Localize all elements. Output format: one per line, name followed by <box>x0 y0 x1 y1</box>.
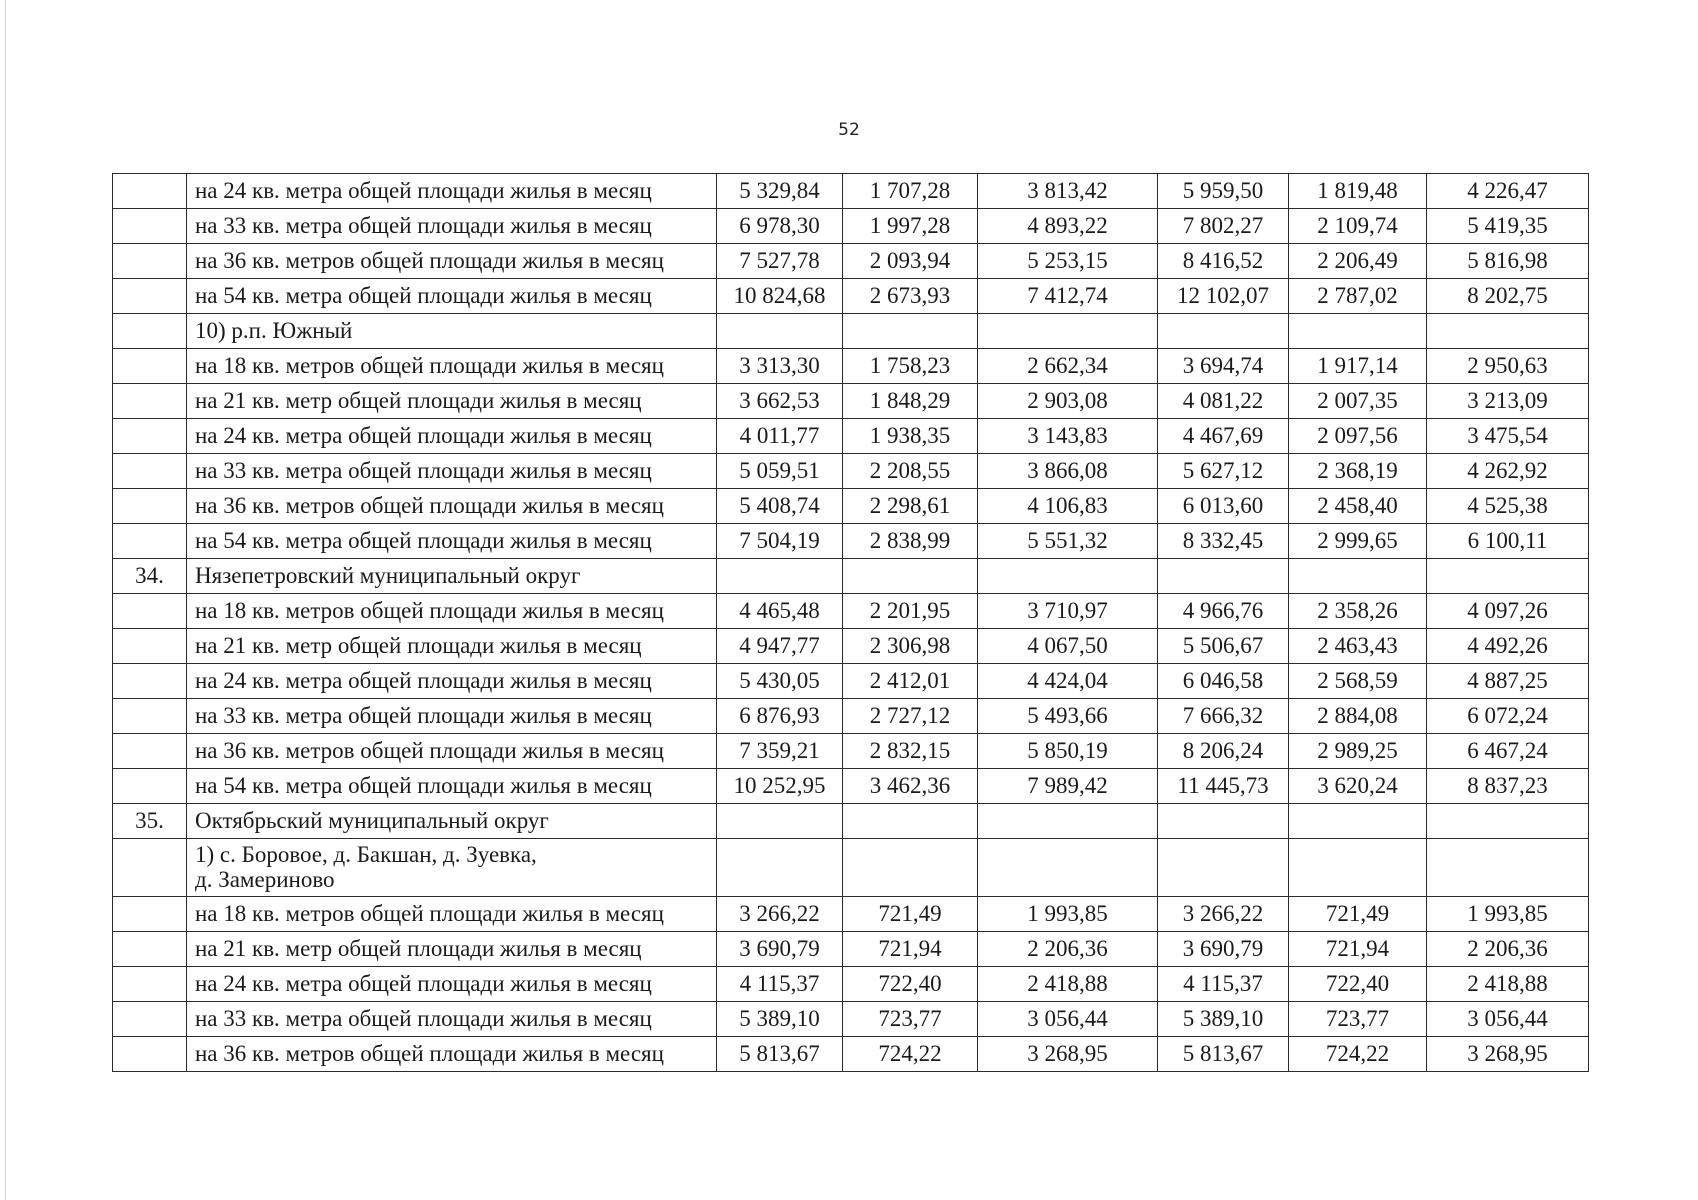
value-cell: 5 408,74 <box>717 489 843 524</box>
value-cell <box>1289 839 1427 897</box>
table-row <box>113 524 1589 559</box>
table-row <box>113 1002 1589 1037</box>
table-row <box>113 804 1589 839</box>
value-cell: 3 710,97 <box>978 594 1158 629</box>
value-cell: 6 100,11 <box>1427 524 1589 559</box>
row-label-cell: на 36 кв. метров общей площади жилья в месяц <box>187 1037 717 1072</box>
row-label-cell: Октябрьский муниципальный округ <box>187 804 717 839</box>
value-cell: 4 115,37 <box>717 967 843 1002</box>
row-label-cell: на 33 кв. метра общей площади жилья в месяц <box>187 454 717 489</box>
value-cell <box>1427 314 1589 349</box>
value-cell: 4 262,92 <box>1427 454 1589 489</box>
row-label-cell: на 36 кв. метров общей площади жилья в месяц <box>187 489 717 524</box>
value-cell <box>717 314 843 349</box>
row-number-cell <box>113 209 187 244</box>
value-cell: 3 268,95 <box>1427 1037 1589 1072</box>
value-cell: 2 306,98 <box>843 629 978 664</box>
value-cell: 5 813,67 <box>1158 1037 1289 1072</box>
value-cell: 3 313,30 <box>717 349 843 384</box>
value-cell <box>1289 559 1427 594</box>
value-cell: 5 506,67 <box>1158 629 1289 664</box>
value-cell: 5 253,15 <box>978 244 1158 279</box>
row-label-cell: на 54 кв. метра общей площади жилья в месяц <box>187 769 717 804</box>
row-number-cell <box>113 174 187 209</box>
value-cell: 6 978,30 <box>717 209 843 244</box>
value-cell: 1 819,48 <box>1289 174 1427 209</box>
value-cell: 4 966,76 <box>1158 594 1289 629</box>
value-cell: 3 056,44 <box>978 1002 1158 1037</box>
value-cell: 2 093,94 <box>843 244 978 279</box>
value-cell: 4 525,38 <box>1427 489 1589 524</box>
row-number-cell <box>113 967 187 1002</box>
value-cell: 4 467,69 <box>1158 419 1289 454</box>
value-cell: 6 467,24 <box>1427 734 1589 769</box>
page-number: 52 <box>838 120 860 140</box>
row-number-cell <box>113 489 187 524</box>
table-row <box>113 897 1589 932</box>
value-cell: 724,22 <box>843 1037 978 1072</box>
value-cell: 2 463,43 <box>1289 629 1427 664</box>
value-cell <box>1289 804 1427 839</box>
value-cell: 3 143,83 <box>978 419 1158 454</box>
table-row <box>113 419 1589 454</box>
value-cell: 1 707,28 <box>843 174 978 209</box>
value-cell <box>1289 314 1427 349</box>
value-cell <box>717 839 843 897</box>
value-cell: 4 067,50 <box>978 629 1158 664</box>
row-number-cell: 35. <box>113 804 187 839</box>
row-number-cell <box>113 454 187 489</box>
value-cell: 1 997,28 <box>843 209 978 244</box>
row-label-cell: на 21 кв. метр общей площади жилья в месяц <box>187 932 717 967</box>
value-cell <box>1427 804 1589 839</box>
value-cell: 3 662,53 <box>717 384 843 419</box>
value-cell: 1 993,85 <box>1427 897 1589 932</box>
value-cell: 2 358,26 <box>1289 594 1427 629</box>
value-cell: 4 492,26 <box>1427 629 1589 664</box>
row-number-cell <box>113 1037 187 1072</box>
value-cell: 10 824,68 <box>717 279 843 314</box>
value-cell: 2 418,88 <box>1427 967 1589 1002</box>
table-row <box>113 454 1589 489</box>
value-cell: 2 298,61 <box>843 489 978 524</box>
value-cell: 721,49 <box>843 897 978 932</box>
value-cell: 7 802,27 <box>1158 209 1289 244</box>
value-cell: 721,94 <box>1289 932 1427 967</box>
table-row <box>113 839 1589 897</box>
value-cell: 722,40 <box>1289 967 1427 1002</box>
table-row <box>113 314 1589 349</box>
row-number-cell <box>113 524 187 559</box>
value-cell: 723,77 <box>843 1002 978 1037</box>
value-cell: 2 903,08 <box>978 384 1158 419</box>
value-cell: 2 206,36 <box>978 932 1158 967</box>
value-cell: 6 046,58 <box>1158 664 1289 699</box>
value-cell <box>1158 559 1289 594</box>
value-cell: 2 787,02 <box>1289 279 1427 314</box>
value-cell <box>978 559 1158 594</box>
value-cell <box>843 839 978 897</box>
row-label-cell: на 54 кв. метра общей площади жилья в месяц <box>187 524 717 559</box>
value-cell: 4 081,22 <box>1158 384 1289 419</box>
value-cell: 3 266,22 <box>1158 897 1289 932</box>
value-cell: 3 813,42 <box>978 174 1158 209</box>
value-cell: 2 458,40 <box>1289 489 1427 524</box>
value-cell: 8 837,23 <box>1427 769 1589 804</box>
value-cell: 7 989,42 <box>978 769 1158 804</box>
value-cell: 5 329,84 <box>717 174 843 209</box>
row-label-cell: 10) р.п. Южный <box>187 314 717 349</box>
row-label-cell: на 24 кв. метра общей площади жилья в месяц <box>187 664 717 699</box>
row-number-cell <box>113 664 187 699</box>
value-cell: 6 013,60 <box>1158 489 1289 524</box>
table-body <box>113 174 1589 1072</box>
value-cell: 2 832,15 <box>843 734 978 769</box>
table-row <box>113 699 1589 734</box>
row-label-cell: на 24 кв. метра общей площади жилья в месяц <box>187 967 717 1002</box>
value-cell: 3 620,24 <box>1289 769 1427 804</box>
table-row <box>113 629 1589 664</box>
row-label-cell: на 18 кв. метров общей площади жилья в месяц <box>187 594 717 629</box>
row-label-cell: на 18 кв. метров общей площади жилья в месяц <box>187 897 717 932</box>
row-number-cell <box>113 244 187 279</box>
value-cell: 8 206,24 <box>1158 734 1289 769</box>
value-cell: 7 527,78 <box>717 244 843 279</box>
table-row <box>113 244 1589 279</box>
value-cell: 2 999,65 <box>1289 524 1427 559</box>
value-cell <box>1158 839 1289 897</box>
row-label-cell: на 33 кв. метра общей площади жилья в месяц <box>187 1002 717 1037</box>
value-cell <box>843 314 978 349</box>
value-cell: 2 662,34 <box>978 349 1158 384</box>
row-label-cell: Нязепетровский муниципальный округ <box>187 559 717 594</box>
table-row <box>113 174 1589 209</box>
value-cell: 2 884,08 <box>1289 699 1427 734</box>
value-cell: 3 462,36 <box>843 769 978 804</box>
value-cell: 6 876,93 <box>717 699 843 734</box>
row-number-cell <box>113 349 187 384</box>
row-label-cell: на 33 кв. метра общей площади жилья в месяц <box>187 699 717 734</box>
value-cell: 1 993,85 <box>978 897 1158 932</box>
row-number-cell: 34. <box>113 559 187 594</box>
value-cell <box>717 559 843 594</box>
row-label-cell: на 36 кв. метров общей площади жилья в месяц <box>187 734 717 769</box>
value-cell: 2 568,59 <box>1289 664 1427 699</box>
table-row <box>113 932 1589 967</box>
value-cell <box>1158 804 1289 839</box>
value-cell: 724,22 <box>1289 1037 1427 1072</box>
value-cell: 3 056,44 <box>1427 1002 1589 1037</box>
row-number-cell <box>113 314 187 349</box>
value-cell: 7 359,21 <box>717 734 843 769</box>
value-cell: 5 059,51 <box>717 454 843 489</box>
value-cell: 2 097,56 <box>1289 419 1427 454</box>
value-cell <box>978 839 1158 897</box>
value-cell: 8 202,75 <box>1427 279 1589 314</box>
table-row <box>113 349 1589 384</box>
row-label-cell: на 18 кв. метров общей площади жилья в месяц <box>187 349 717 384</box>
value-cell: 5 551,32 <box>978 524 1158 559</box>
value-cell: 2 412,01 <box>843 664 978 699</box>
value-cell: 2 989,25 <box>1289 734 1427 769</box>
table-row <box>113 734 1589 769</box>
table-row <box>113 769 1589 804</box>
scan-edge-line <box>5 0 6 1200</box>
row-number-cell <box>113 1002 187 1037</box>
table-row <box>113 384 1589 419</box>
row-number-cell <box>113 932 187 967</box>
value-cell: 1 938,35 <box>843 419 978 454</box>
row-number-cell <box>113 629 187 664</box>
value-cell: 1 917,14 <box>1289 349 1427 384</box>
table-row <box>113 559 1589 594</box>
row-number-cell <box>113 279 187 314</box>
value-cell: 3 268,95 <box>978 1037 1158 1072</box>
value-cell: 5 627,12 <box>1158 454 1289 489</box>
value-cell: 3 866,08 <box>978 454 1158 489</box>
value-cell: 7 412,74 <box>978 279 1158 314</box>
table-row <box>113 209 1589 244</box>
value-cell: 5 493,66 <box>978 699 1158 734</box>
row-label-cell: 1) с. Боровое, д. Бакшан, д. Зуевка, д. Замериново <box>187 839 717 897</box>
value-cell: 5 389,10 <box>717 1002 843 1037</box>
value-cell <box>1427 839 1589 897</box>
value-cell <box>1158 314 1289 349</box>
value-cell: 5 850,19 <box>978 734 1158 769</box>
value-cell: 5 430,05 <box>717 664 843 699</box>
value-cell: 11 445,73 <box>1158 769 1289 804</box>
row-number-cell <box>113 419 187 454</box>
row-label-cell: на 24 кв. метра общей площади жилья в месяц <box>187 419 717 454</box>
table-row <box>113 1037 1589 1072</box>
value-cell: 4 226,47 <box>1427 174 1589 209</box>
value-cell: 2 201,95 <box>843 594 978 629</box>
row-number-cell <box>113 384 187 419</box>
value-cell: 5 813,67 <box>717 1037 843 1072</box>
row-number-cell <box>113 734 187 769</box>
table-row <box>113 664 1589 699</box>
value-cell <box>978 314 1158 349</box>
value-cell: 5 419,35 <box>1427 209 1589 244</box>
value-cell: 4 465,48 <box>717 594 843 629</box>
value-cell: 722,40 <box>843 967 978 1002</box>
table-row <box>113 279 1589 314</box>
value-cell: 2 727,12 <box>843 699 978 734</box>
value-cell <box>843 559 978 594</box>
value-cell: 5 389,10 <box>1158 1002 1289 1037</box>
value-cell: 4 887,25 <box>1427 664 1589 699</box>
value-cell: 2 206,36 <box>1427 932 1589 967</box>
value-cell: 1 758,23 <box>843 349 978 384</box>
value-cell: 721,49 <box>1289 897 1427 932</box>
value-cell <box>978 804 1158 839</box>
value-cell: 723,77 <box>1289 1002 1427 1037</box>
value-cell: 5 816,98 <box>1427 244 1589 279</box>
table-row <box>113 967 1589 1002</box>
value-cell: 721,94 <box>843 932 978 967</box>
table-row <box>113 594 1589 629</box>
value-cell: 7 504,19 <box>717 524 843 559</box>
value-cell: 7 666,32 <box>1158 699 1289 734</box>
value-cell: 2 838,99 <box>843 524 978 559</box>
row-label-cell: на 33 кв. метра общей площади жилья в месяц <box>187 209 717 244</box>
tariff-table <box>112 173 1589 1072</box>
row-label-cell: на 21 кв. метр общей площади жилья в месяц <box>187 384 717 419</box>
row-label-cell: на 36 кв. метров общей площади жилья в месяц <box>187 244 717 279</box>
value-cell: 1 848,29 <box>843 384 978 419</box>
value-cell <box>717 804 843 839</box>
value-cell: 3 213,09 <box>1427 384 1589 419</box>
row-number-cell <box>113 769 187 804</box>
value-cell <box>1427 559 1589 594</box>
row-label-cell: на 21 кв. метр общей площади жилья в месяц <box>187 629 717 664</box>
value-cell: 2 368,19 <box>1289 454 1427 489</box>
table-row <box>113 489 1589 524</box>
row-label-cell: на 54 кв. метра общей площади жилья в месяц <box>187 279 717 314</box>
value-cell: 3 694,74 <box>1158 349 1289 384</box>
value-cell: 2 950,63 <box>1427 349 1589 384</box>
value-cell: 4 424,04 <box>978 664 1158 699</box>
value-cell: 6 072,24 <box>1427 699 1589 734</box>
row-number-cell <box>113 839 187 897</box>
value-cell: 4 097,26 <box>1427 594 1589 629</box>
value-cell: 3 690,79 <box>717 932 843 967</box>
value-cell: 2 418,88 <box>978 967 1158 1002</box>
value-cell: 2 007,35 <box>1289 384 1427 419</box>
value-cell <box>843 804 978 839</box>
value-cell: 4 893,22 <box>978 209 1158 244</box>
value-cell: 12 102,07 <box>1158 279 1289 314</box>
value-cell: 8 332,45 <box>1158 524 1289 559</box>
value-cell: 3 690,79 <box>1158 932 1289 967</box>
value-cell: 5 959,50 <box>1158 174 1289 209</box>
row-number-cell <box>113 897 187 932</box>
value-cell: 4 011,77 <box>717 419 843 454</box>
value-cell: 4 115,37 <box>1158 967 1289 1002</box>
row-number-cell <box>113 699 187 734</box>
row-number-cell <box>113 594 187 629</box>
value-cell: 2 673,93 <box>843 279 978 314</box>
value-cell: 3 266,22 <box>717 897 843 932</box>
value-cell: 3 475,54 <box>1427 419 1589 454</box>
value-cell: 2 208,55 <box>843 454 978 489</box>
value-cell: 4 947,77 <box>717 629 843 664</box>
value-cell: 2 109,74 <box>1289 209 1427 244</box>
value-cell: 8 416,52 <box>1158 244 1289 279</box>
value-cell: 4 106,83 <box>978 489 1158 524</box>
row-label-cell: на 24 кв. метра общей площади жилья в месяц <box>187 174 717 209</box>
value-cell: 2 206,49 <box>1289 244 1427 279</box>
value-cell: 10 252,95 <box>717 769 843 804</box>
